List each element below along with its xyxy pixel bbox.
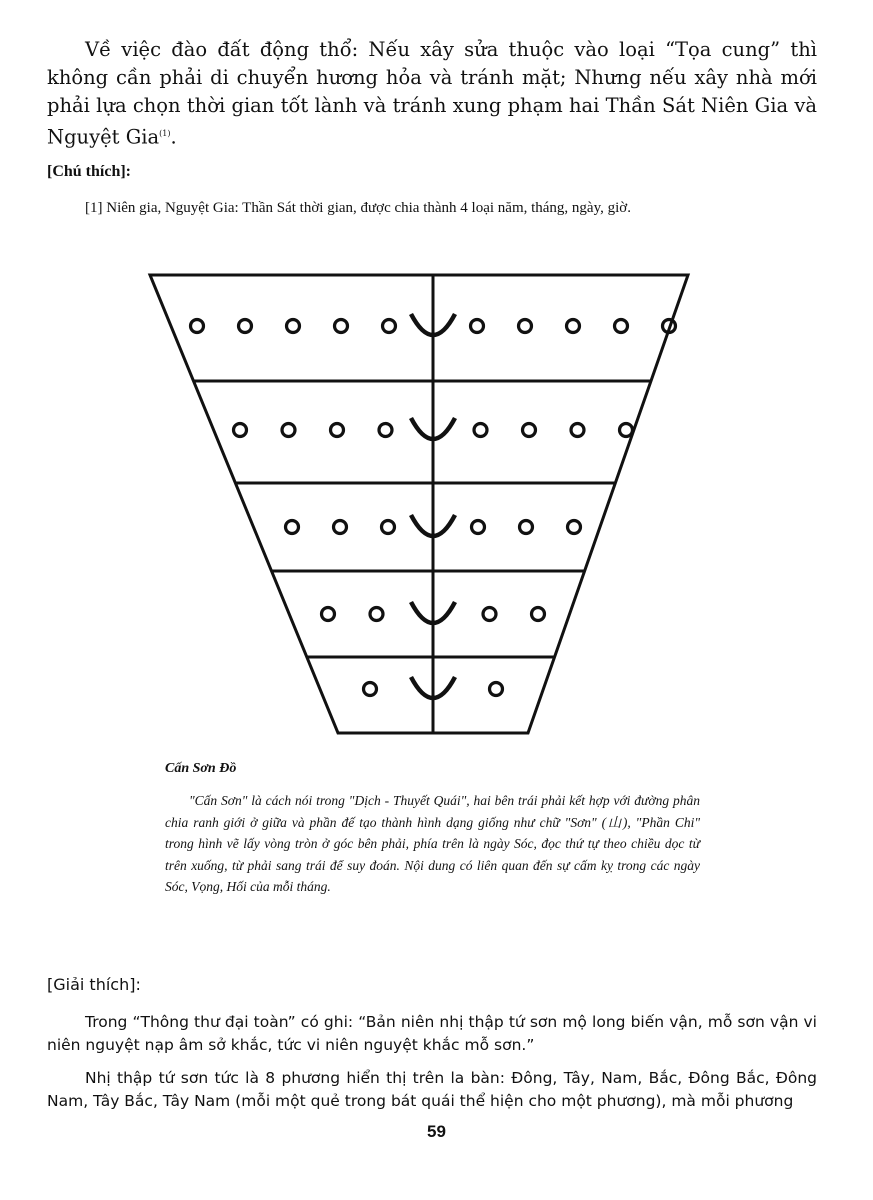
page-number: 59 [427,1122,446,1141]
caption-title: Cấn Sơn Đồ [165,761,237,776]
notes-heading: [Chú thích]: [47,163,132,180]
can-son-diagram [140,268,700,740]
circle-mark [191,320,204,333]
circle-mark [383,320,396,333]
circle-mark [474,424,487,437]
footnote-1: [1] Niên gia, Nguyệt Gia: Thần Sát thời gian, được chia thành 4 loại năm, tháng, ngày, giờ. [85,200,631,216]
circle-mark [286,521,299,534]
circle-mark [379,424,392,437]
circle-mark [335,320,348,333]
circle-mark [282,424,295,437]
circle-mark [471,320,484,333]
circle-mark [472,521,485,534]
circle-mark [620,424,633,437]
circle-mark [520,521,533,534]
circle-mark [331,424,344,437]
circle-mark [364,683,377,696]
trapezoid-outline [150,275,688,733]
circle-mark [239,320,252,333]
circle-mark [483,608,496,621]
caption-body: "Cấn Sơn" là cách nói trong "Dịch - Thuyết Quái", hai bên trái phải kết hợp với đường phân chia ranh giới ở giữa và phần đế tạo thành hình dạng giống như chữ "Sơn" (山), "Phần Chi" trong hình vẽ lấy vòng tròn ở góc bên phải, phía trên là ngày Sóc, đọc thứ tự theo chiều dọc từ trên xuống, từ phải sang trái để suy đoán. Nội dung có liên quan đến sự cấm kỵ trong các ngày Sóc, Vọng, Hối của mỗi tháng. [165,793,700,894]
circle-mark [382,521,395,534]
circle-mark [519,320,532,333]
circle-mark [568,521,581,534]
circle-mark [615,320,628,333]
circle-mark [322,608,335,621]
circle-mark [234,424,247,437]
circle-mark [571,424,584,437]
circle-mark [370,608,383,621]
circle-mark [490,683,503,696]
explanation-paragraph-1: Trong “Thông thư đại toàn” có ghi: “Bản niên nhị thập tứ sơn mộ long biến vận, mỗ sơn vận vi niên nguyệt nạp âm sở khắc, tức vi niên nguyệt khắc mỗ sơn.” [47,1013,817,1054]
circle-mark [334,521,347,534]
explanation-paragraph-2: Nhị thập tứ sơn tức là 8 phương hiển thị trên la bàn: Đông, Tây, Nam, Bắc, Đông Bắc, Đông Nam, Tây Bắc, Tây Nam (mỗi một quẻ trong bát quái thể hiện cho một phương), mà mỗi phương [47,1069,817,1110]
intro-paragraph-text: Về việc đào đất động thổ: Nếu xây sửa thuộc vào loại “Tọa cung” thì không cần phải di chuyển hương hỏa và tránh mặt; Nhưng nếu xây nhà mới phải lựa chọn thời gian tốt lành và tránh xung phạm hai Thần Sát Niên Gia và Nguyệt Gia [47,38,817,149]
circle-mark [287,320,300,333]
intro-paragraph: Về việc đào đất động thổ: Nếu xây sửa thuộc vào loại “Tọa cung” thì không cần phải di chuyển hương hỏa và tránh mặt; Nhưng nếu xây nhà mới phải lựa chọn thời gian tốt lành và tránh xung phạm hai Thần Sát Niên Gia và Nguyệt Gia$^{(1)}$. [47,38,817,149]
circle-mark [532,608,545,621]
circle-mark [523,424,536,437]
explanation-heading: [Giải thích]: [47,975,141,994]
footnote-ref: (1) [159,129,171,138]
circle-mark [567,320,580,333]
